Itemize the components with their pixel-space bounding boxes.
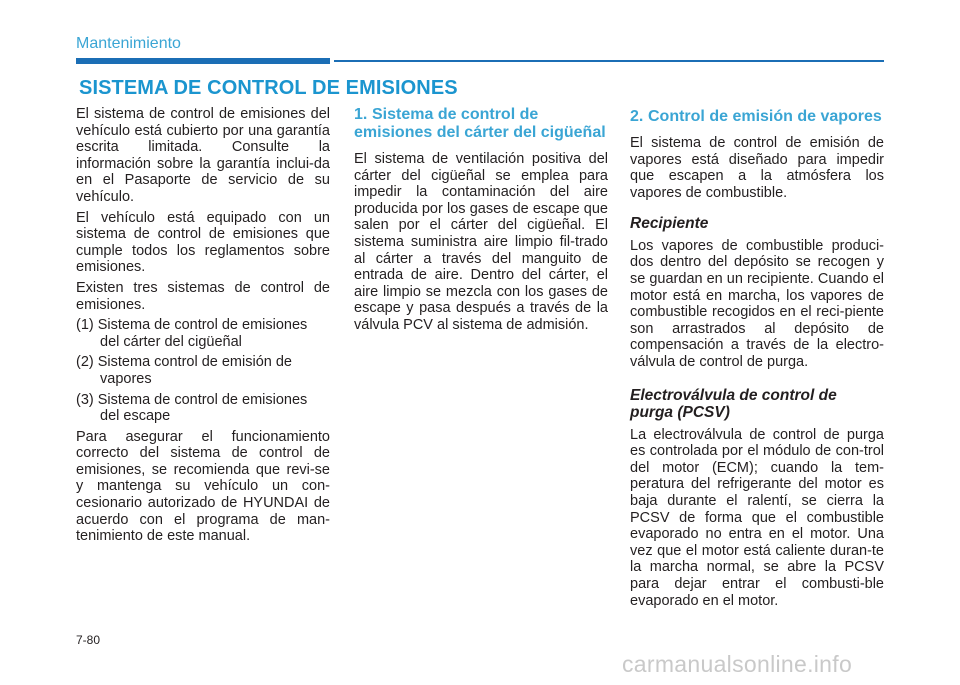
intro-paragraph-3: Existen tres sistemas de control de emisiones. — [76, 279, 330, 313]
list-item: (3) Sistema de control de emisiones del escape — [76, 391, 308, 425]
intro-paragraph-1: El sistema de control de emisiones del vehículo está cubierto por una garantía escrita limitada. Consulte la información sobre la garantía inclui-da en el Pasaporte de servicio de su vehículo. — [76, 106, 330, 205]
pcsv-paragraph: La electroválvula de control de purga es controlada por el módulo de con-trol del motor (ECM); cuando la tem-peratura del refrigerante del motor es baja durante el ralentí, se cierra la PCSV de forma que el combustible evaporado no entra en el motor. Una vez que el motor está caliente duran-te la marcha normal, se abre la PCSV para dejar entrar el combusti-ble evaporado en el motor. — [630, 426, 884, 609]
header-bar-line — [334, 60, 884, 62]
column-3 — [630, 106, 884, 615]
page-title: SISTEMA DE CONTROL DE EMISIONES — [79, 77, 458, 99]
canister-paragraph: Los vapores de combustible produci-dos dentro del depósito se recogen y se guardan en un recipiente. Cuando el motor está en marcha, los vapores de combustible recogidos en el reci-piente son arrastrados al depósito de compensación a través de la electro-válvula de control de purga. — [630, 237, 884, 371]
list-item: (1) Sistema de control de emisiones del cárter del cigüeñal — [76, 317, 308, 350]
heading-number: 1. — [354, 106, 368, 123]
watermark: carmanualsonline.info — [622, 651, 853, 677]
section-heading-1 — [354, 106, 608, 142]
intro-paragraph-2: El vehículo está equipado con un sistema de control de emisiones que cumple todos los reglamentos sobre emisiones. — [76, 209, 330, 276]
systems-list — [76, 317, 330, 425]
subheading-pcsv: Electroválvula de control de purga (PCSV) — [630, 386, 837, 422]
header-bar-dark — [76, 58, 330, 64]
list-item: (2) Sistema control de emisión de vapores — [76, 354, 292, 387]
column-2 — [354, 106, 608, 340]
section-heading-2 — [630, 108, 884, 126]
section-name: Mantenimiento — [76, 35, 181, 52]
heading-text: Control de emisión de vapores — [648, 108, 882, 125]
intro-paragraph-4: Para asegurar el funcionamiento correcto del sistema de control de emisiones, se recomienda que revi-se y mantenga su vehículo un con-cesionario autorizado de HYUNDAI de acuerdo con el programa de man-tenimiento de este manual. — [76, 428, 330, 545]
evap-paragraph: El sistema de control de emisión de vapores está diseñado para impedir que escapen a la atmósfera los vapores de combustible. — [630, 135, 884, 201]
crankcase-paragraph: El sistema de ventilación positiva del cárter del cigüeñal se emplea para impedir la contaminación del aire producida por los gases de escape que salen por el cárter del cigüeñal. El sistema suministra aire limpio fil-trado al cárter a través del manguito de entrada de aire. Dentro del cárter, el aire limpio se mezcla con los gases de escape y pasa después a través de la válvula PCV al sistema de admisión. — [354, 151, 608, 333]
heading-text: Sistema de control de emisiones del cárter del cigüeñal — [354, 106, 606, 141]
subheading-canister: Recipiente — [630, 215, 709, 233]
column-1 — [76, 106, 330, 549]
heading-number: 2. — [630, 108, 644, 125]
page-number: 7-80 — [76, 633, 101, 647]
